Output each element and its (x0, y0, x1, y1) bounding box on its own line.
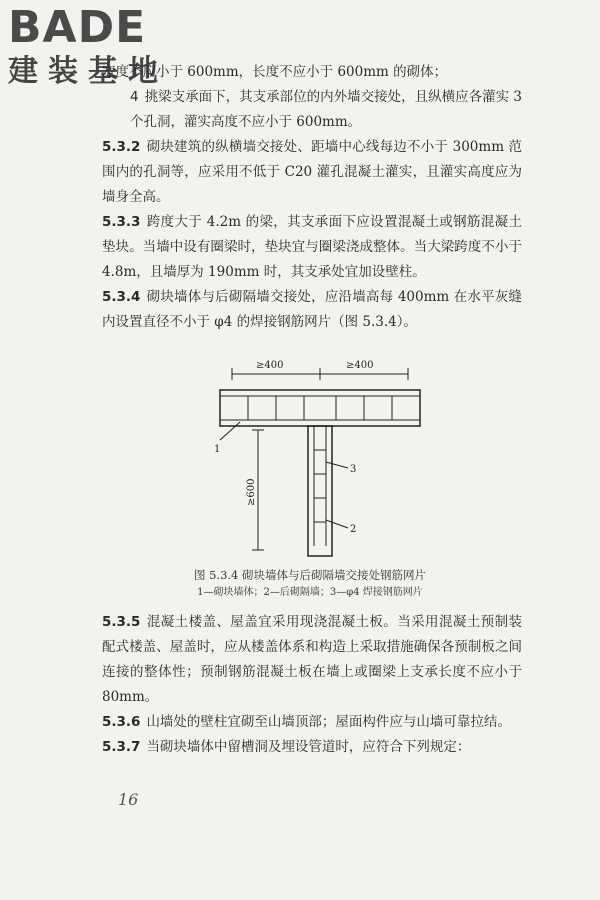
clause-number: 5.3.3 (102, 214, 141, 230)
document-body (102, 60, 522, 335)
paragraph-text: 砌块墙体与后砌隔墙交接处，应沿墙高每 400mm 在水平灰缝内设置直径不小于 φ4 的焊接钢筋网片（图 5.3.4）。 (102, 289, 522, 330)
item-number: 4 (130, 89, 139, 105)
logo-wordmark (8, 4, 146, 52)
clause-5-3-2 (102, 135, 522, 210)
paragraph-p2 (102, 85, 522, 135)
clause-5-3-3 (102, 210, 522, 285)
clause-number: 5.3.5 (102, 614, 141, 630)
page-number: 16 (118, 790, 139, 809)
clause-5-3-5 (102, 610, 522, 710)
clause-5-3-7 (102, 735, 522, 760)
logo-subtitle: 建装基地 (8, 54, 168, 89)
paragraph-text: 混凝土楼盖、屋盖宜采用现浇混凝土板。当采用混凝土预制装配式楼盖、屋盖时，应从楼盖体系和构造上采取措施确保各预制板之间连接的整体性；预制钢筋混凝土板在墙上或圈梁上支承长度不应小于 80mm。 (102, 614, 522, 705)
paragraph-text: 砌块建筑的纵横墙交接处、距墙中心线每边不小于 300mm 范围内的孔洞等，应采用不低于 C20 灌孔混凝土灌实，且灌实高度应为墙身全高。 (102, 139, 522, 205)
figure-caption: 图 5.3.4 砌块墙体与后砌隔墙交接处钢筋网片 (193, 568, 427, 582)
clause-number: 5.3.6 (102, 714, 141, 730)
clause-number: 5.3.7 (102, 739, 141, 755)
figure-legend: 1—砌块墙体；2—后砌隔墙；3—φ4 焊接钢筋网片 (197, 587, 423, 598)
callout-1: 1 (214, 444, 221, 455)
paragraph-p1 (102, 60, 522, 85)
paragraph-text: 山墙处的壁柱宜砌至山墙顶部；屋面构件应与山墙可靠拉结。 (146, 714, 511, 730)
paragraph-text: 宽度不应小于 600mm，长度不应小于 600mm 的砌体； (102, 64, 448, 80)
paragraph-text: 当砌块墙体中留槽洞及埋设管道时，应符合下列规定： (146, 739, 471, 755)
clause-number: 5.3.2 (102, 139, 141, 155)
clause-5-3-6 (102, 710, 522, 735)
paragraph-text: 跨度大于 4.2m 的梁，其支承面下应设置混凝土或钢筋混凝土垫块。当墙中设有圈梁时，垫块宜与圈梁浇成整体。当大梁跨度不小于 4.8m，且墙厚为 190mm 时，其支承处宜加设壁柱。 (102, 214, 522, 280)
callout-2: 2 (350, 524, 357, 535)
document-body-continued (102, 610, 522, 760)
paragraph-text: 挑梁支承面下，其支承部位的内外墙交接处，且纵横应各灌实 3 个孔洞，灌实高度不应小于 600mm。 (130, 89, 522, 130)
rebar-mesh-figure (180, 350, 440, 570)
dimension-label-left: ≥400 (256, 360, 284, 371)
dimension-label-right: ≥400 (346, 360, 374, 371)
clause-5-3-4 (102, 285, 522, 335)
logo-brand-text: BADE (8, 2, 147, 53)
callout-3: 3 (350, 464, 357, 475)
dimension-label-vertical: ≥600 (246, 478, 257, 506)
clause-number: 5.3.4 (102, 289, 141, 305)
